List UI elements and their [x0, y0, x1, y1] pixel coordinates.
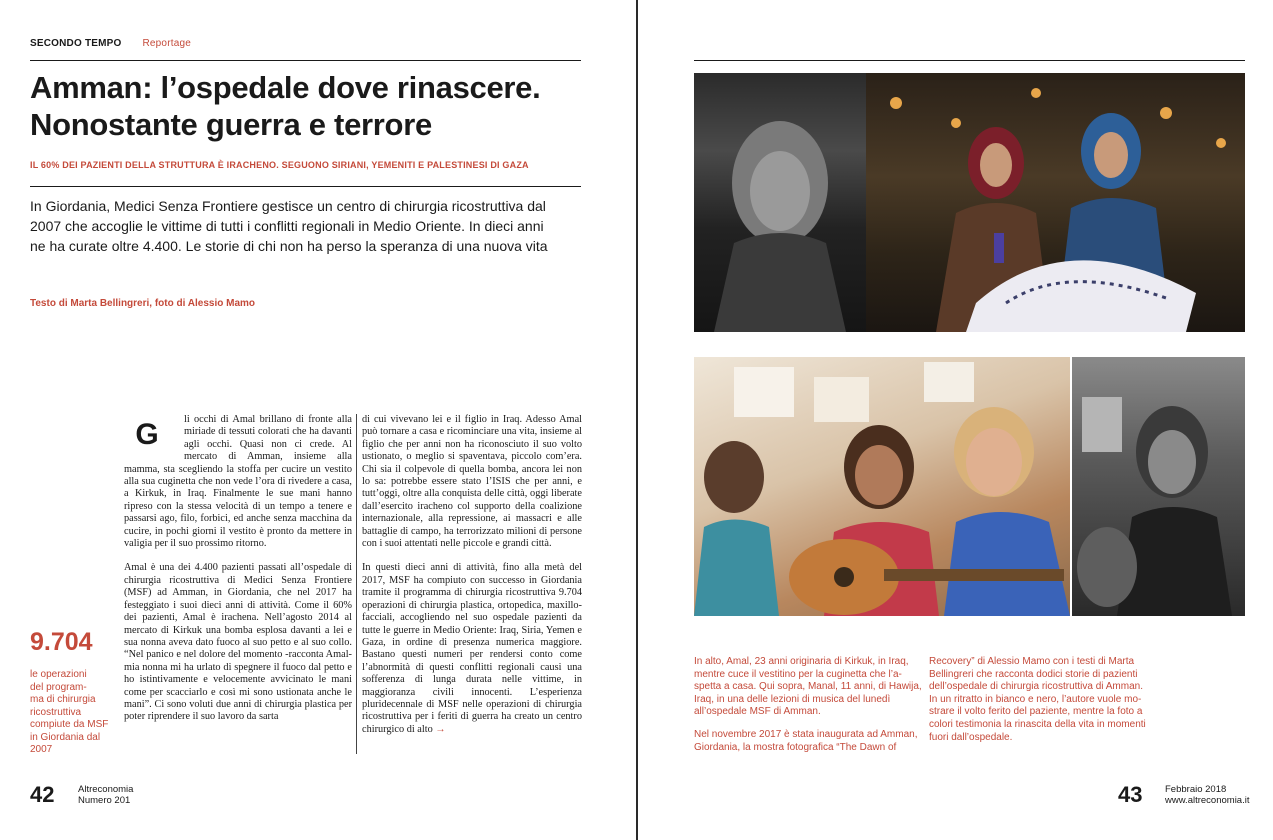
caption-line: dell’ospedale di chirurgia ricostruttiva di Amman. [929, 681, 1143, 693]
photo-caption-2 [929, 656, 1179, 744]
title-line-2: Nonostante guerra e terrore [30, 107, 432, 142]
drop-cap: G [135, 418, 159, 451]
magazine-info [78, 784, 133, 806]
stat-description [30, 669, 112, 757]
stat-line: ricostruttiva [30, 706, 82, 718]
photo-portrait-amal-bw [694, 73, 866, 332]
caption-line: Recovery” di Alessio Mamo con i testi di Marta [929, 656, 1135, 667]
caption-line: colori testimonia la rinascita della vita in momenti [929, 718, 1146, 730]
section-label: SECONDO TEMPO [30, 38, 122, 49]
body-paragraph: Amal è una dei 4.400 pazienti passati all’ospedale di chirurgia ricostruttiva di Medici Senza Frontiere (MSF) ad Amman, in Giordania, che nel 2017 ha festeggiato i suoi dieci anni di attività. Come il 60% dei pazienti, Amal è irachena. Nell’agosto 2014 al mercato di Kirkuk una bomba esplosa davanti a lei e sua nonna aveva dato fuoco al suo petto e al suo collo. “Nel panico e nel dolore del momento -racconta Amal- mia nonna mi ha urlato di spegnere il fuoco dal petto e ho istintivamente e velocemente avvicinato le mani come per scacciarlo e così mi sono ustionata anche le mani”. Ci sono voluti due anni di chirurgia plastica per poter riprendere il suo lavoro da sarta [124, 562, 352, 723]
photo-caption-1 [694, 656, 944, 754]
caption-line: fuori dall’ospedale. [929, 731, 1013, 743]
photo-portrait-manal-bw [1072, 357, 1245, 616]
caption-line: strare il volto ferito del paziente, mentre la foto a [929, 706, 1143, 718]
top-rule [30, 60, 581, 61]
stat-line: le operazioni [30, 669, 87, 680]
article-kicker: IL 60% DEI PAZIENTI DELLA STRUTTURA È IRACHENO. SEGUONO SIRIANI, YEMENITI E PALESTINESI DI GAZA [30, 160, 529, 170]
stat-line: in Giordania dal [30, 731, 101, 743]
caption-line: mentre cuce il vestitino per la cuginetta che l’a- [694, 668, 902, 680]
lede-line-2: 2007 che accoglie le vittime di tutti i conflitti regionali in Medio Oriente. In dieci anni [30, 218, 544, 234]
caption-line: all’ospedale MSF di Amman. [694, 706, 821, 718]
stat-number: 9.704 [30, 628, 93, 656]
issue-number: Numero 201 [78, 795, 131, 806]
caption-line: Bellingreri che racconta dodici storie di pazienti [929, 668, 1138, 680]
stat-line: ma di chirurgia [30, 694, 96, 705]
lede-line-1: In Giordania, Medici Senza Frontiere gestisce un centro di chirurgia ricostruttiva dal [30, 198, 546, 214]
body-column-2 [362, 414, 582, 748]
lede-line-3: ne ha curate oltre 4.400. Le storie di chi non ha perso la speranza di una nuova vita [30, 238, 548, 254]
caption-line: Iraq, in una delle lezioni di musica del lunedì [694, 693, 891, 705]
stat-line: compiute da MSF [30, 719, 109, 730]
photo-women-sewing [866, 73, 1245, 332]
caption-line: In alto, Amal, 23 anni originaria di Kirkuk, in Iraq, [694, 656, 909, 667]
caption-line: In un ritratto in bianco e nero, l’autore vuole mo- [929, 693, 1142, 705]
continue-arrow-icon: → [435, 723, 446, 735]
body-column-1 [124, 414, 352, 736]
column-rule [356, 414, 357, 754]
paragraph-text: In questi dieci anni di attività, fino alla metà del 2017, MSF ha compiuto con successo in Giordania tramite il programma di chirurgia ricostruttiva 9.704 operazioni di chirurgia plastica, ortopedica, maxillo-facciali, accogliendo nel suo ospedale pazienti da tutte le guerre in Medio Oriente: Iraq, Siria, Yemen e Gaza, in ordine di presenza numerica maggiore. Bastano questi numeri per rendersi conto come l’abnormità di questi conflitti regionali causi una sofferenza di lunga durata nelle vittime, in maggioranza civili innocenti. L’esperienza pluridecennale di MSF nelle operazioni di chirurgia ricostruttiva per i feriti di guerra ha creato un centro chirurgico di alto [362, 562, 582, 735]
paragraph-text: li occhi di Amal brillano di fronte alla miriade di tessuti colorati che ha davanti agli occhi. Quasi non ci crede. Al mercato di Amman, insieme alla mamma, sta scegliendo la stoffa per cucire un vestito alla sua cuginetta che non vede l’ora di rivedere a casa, a Kirkuk, in Iraq. Finalmente le sue mani hanno ripreso con la stessa velocità di un tempo a tenere e passarsi ago, filo, forbici, ed anche senza macchina da cucire, in pochi giorni il vestito è pronto da mettere in valigia per il suo prossimo ritorno. [124, 414, 352, 550]
page-gutter [636, 0, 638, 840]
stat-line: del program- [30, 681, 87, 693]
body-paragraph: di cui vivevano lei e il figlio in Iraq. Adesso Amal può tornare a casa e ricominciare una vita, insieme al figlio che per anni non ha riconosciuto il suo volto ustionato, o meglio si spaventava, piccolo com’era. Chi sia il colpevole di quella bomba, ancora lei non lo sa: potrebbe essere stato l’ISIS che per anni, e tutt’oggi, oltre alla conquista delle città, oggi liberate dall’esercito iracheno col supporto della coalizione internazionale, alla repressione, ai massacri e alle battaglie di campo, ha terrorizzato milioni di persone con i suoi attentati nelle piccole e grandi città. [362, 414, 582, 550]
article-title [30, 69, 590, 143]
body-paragraph [362, 562, 582, 736]
body-paragraph [124, 414, 352, 550]
caption-spacer [694, 719, 944, 729]
issue-date: Febbraio 2018 [1165, 784, 1227, 795]
issue-info [1165, 784, 1249, 806]
article-lede [30, 196, 560, 256]
caption-line: Giordania, la mostra fotografica “The Dawn of [694, 741, 897, 753]
website-link[interactable]: www.altreconomia.it [1165, 795, 1250, 806]
page-number-right: 43 [1118, 782, 1143, 807]
byline: Testo di Marta Bellingreri, foto di Alessio Mamo [30, 298, 256, 309]
category-label: Reportage [142, 38, 191, 49]
magazine-name: Altreconomia [78, 784, 134, 795]
top-rule-right [694, 60, 1245, 61]
section-header [30, 38, 191, 49]
stat-line: 2007 [30, 744, 53, 755]
title-line-1: Amman: l’ospedale dove rinascere. [30, 70, 541, 105]
page-number-left: 42 [30, 782, 55, 807]
caption-line: spetta a casa. Qui sopra, Manal, 11 anni, di Hawija, [694, 681, 922, 693]
caption-line: Nel novembre 2017 è stata inaugurata ad Amman, [694, 728, 918, 740]
kicker-rule [30, 186, 581, 187]
photo-music-lesson [694, 357, 1070, 616]
